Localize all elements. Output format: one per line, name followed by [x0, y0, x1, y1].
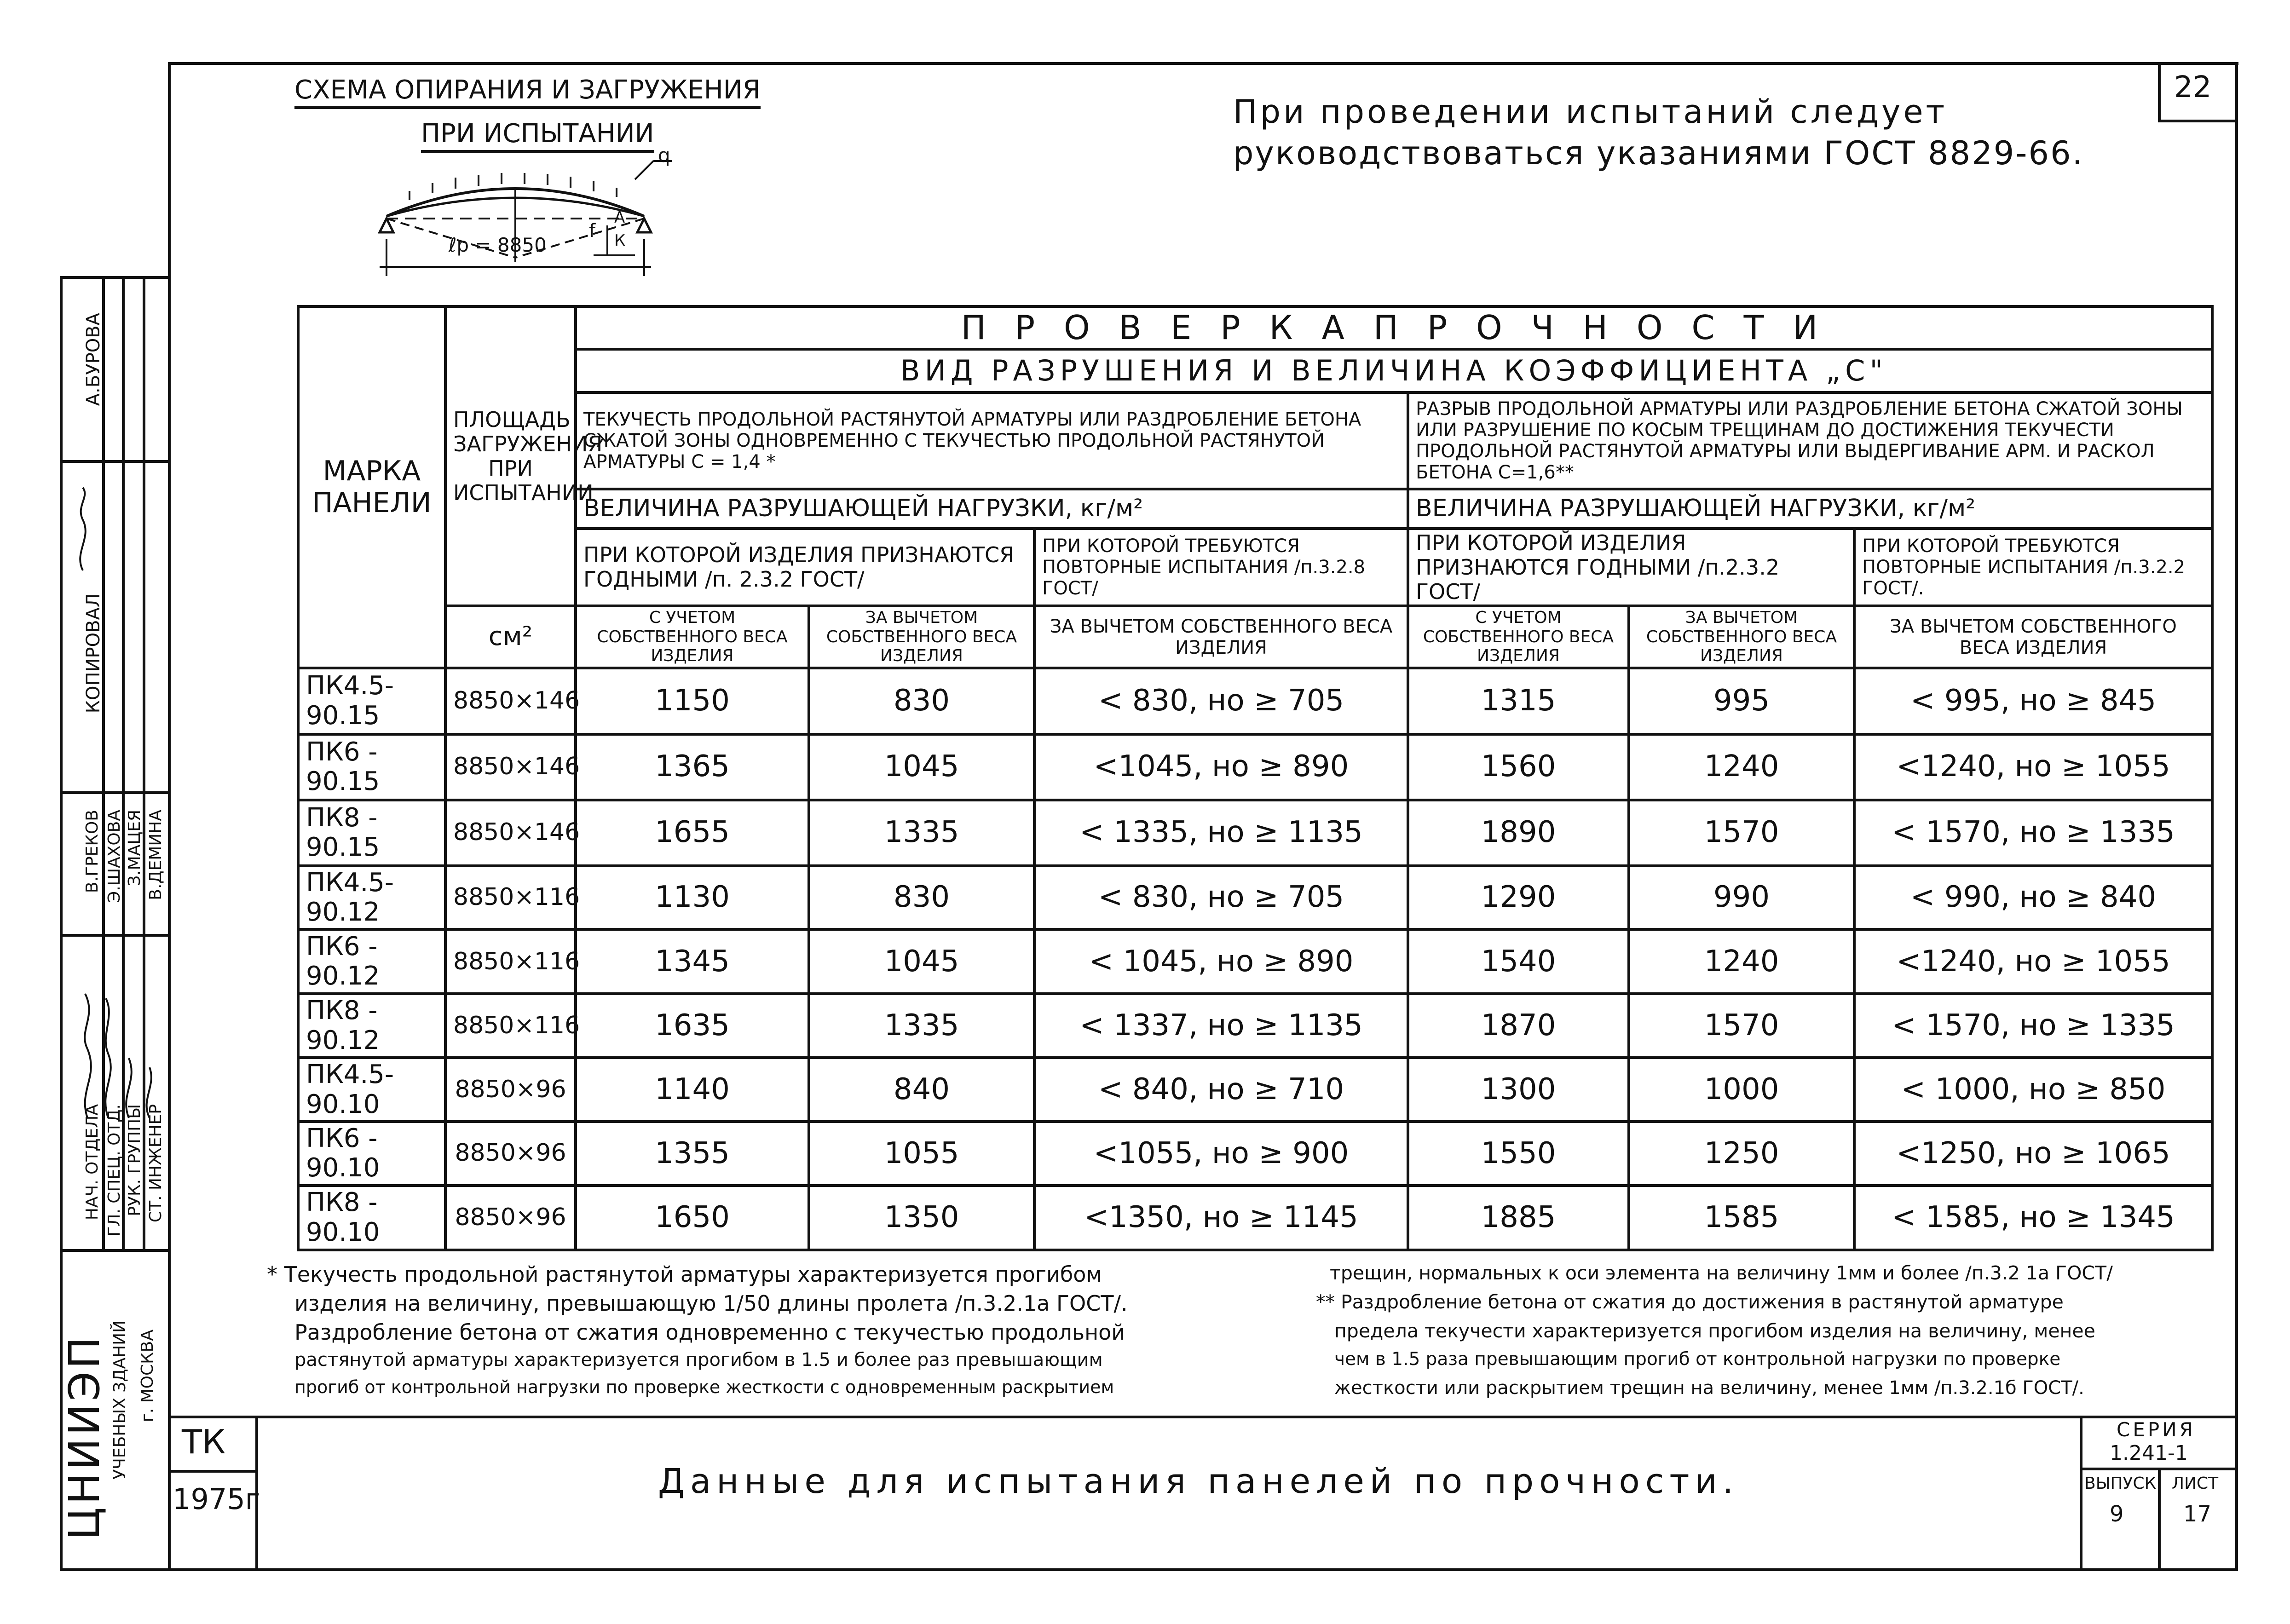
- cell-fit-without-2: 1240: [1629, 929, 1854, 994]
- stamp-name-1: В.ГРЕКОВ: [83, 810, 102, 893]
- cell-fit-without: 830: [809, 866, 1034, 930]
- cell-fit-without-2: 1585: [1629, 1186, 1854, 1250]
- span-label: ℓр = 8850: [449, 234, 547, 256]
- point-label: А: [614, 208, 625, 227]
- header-failure-mode: ВИД РАЗРУШЕНИЯ И ВЕЛИЧИНА КОЭФФИЦИЕНТА „С": [576, 349, 2212, 392]
- stamp-role-2: ГЛ. СПЕЦ. ОТД.: [105, 1104, 124, 1237]
- cell-fit-with: 1150: [576, 668, 809, 734]
- table-body: [298, 668, 2212, 1250]
- cell-fit-with-2: 1560: [1408, 734, 1629, 800]
- header-retest-right: ПРИ КОТОРОЙ ТРЕБУЮТСЯ ПОВТОРНЫЕ ИСПЫТАНИЯ /п.3.2.2 ГОСТ/.: [1854, 529, 2212, 606]
- cell-fit-with-2: 1890: [1408, 800, 1629, 866]
- stamp-name-3: З.МАЦЕЯ: [125, 810, 144, 886]
- cell-panel: ПК6 - 90.15: [298, 734, 445, 800]
- cell-retest: < 1045, но ≥ 890: [1034, 929, 1408, 994]
- table-row: [298, 1122, 2212, 1186]
- stamp-name-2: Э.ШАХОВА: [105, 810, 124, 903]
- cell-fit-without-2: 990: [1629, 866, 1854, 930]
- cell-panel: ПК6 - 90.12: [298, 929, 445, 994]
- table-row: [298, 734, 2212, 800]
- sheet-number: 22: [2174, 70, 2212, 104]
- org-sub1: УЧЕБНЫХ ЗДАНИЙ: [110, 1320, 129, 1480]
- issue-label: ВЫПУСК: [2084, 1474, 2157, 1493]
- cell-fit-without: 1335: [809, 994, 1034, 1058]
- cell-fit-without: 1045: [809, 734, 1034, 800]
- issue-value: 9: [2110, 1501, 2124, 1527]
- frame-top: [168, 62, 2238, 65]
- cell-fit-without-2: 1570: [1629, 994, 1854, 1058]
- side-stamp-row4: [60, 1249, 168, 1252]
- note2-line1: ** Раздробление бетона от сжатия до достижения в растянутой арматуре: [1316, 1291, 2064, 1313]
- header-fit-left: ПРИ КОТОРОЙ ИЗДЕЛИЯ ПРИЗНАЮТСЯ ГОДНЫМИ /п. 2.3.2 ГОСТ/: [576, 529, 1034, 606]
- header-load-right: ВЕЛИЧИНА РАЗРУШАЮЩЕЙ НАГРУЗКИ, кг/м²: [1408, 489, 2212, 529]
- cell-fit-with: 1650: [576, 1186, 809, 1250]
- table-row: [298, 800, 2212, 866]
- note2-line3: чем в 1.5 раза превышающим прогиб от контрольной нагрузки по проверке: [1334, 1349, 2061, 1370]
- frame-bottom: [168, 1568, 2238, 1571]
- side-stamp-row3: [60, 934, 168, 937]
- cell-fit-with-2: 1870: [1408, 994, 1629, 1058]
- cell-fit-without: 830: [809, 668, 1034, 734]
- header-with-weight-left: С УЧЕТОМ СОБСТВЕННОГО ВЕСА ИЗДЕЛИЯ: [576, 606, 809, 668]
- cell-retest: < 1337, но ≥ 1135: [1034, 994, 1408, 1058]
- header-load-left: ВЕЛИЧИНА РАЗРУШАЮЩЕЙ НАГРУЗКИ, кг/м²: [576, 489, 1408, 529]
- sheet-label: ЛИСТ: [2172, 1474, 2219, 1493]
- note1-line3: Раздробление бетона от сжатия одновременно с текучестью продольной: [294, 1320, 1125, 1345]
- cell-panel: ПК4.5-90.15: [298, 668, 445, 734]
- note1-line5: прогиб от контрольной нагрузки по проверке жесткости с одновременным раскрытием: [294, 1377, 1114, 1397]
- cell-fit-without-2: 1250: [1629, 1122, 1854, 1186]
- cell-area: 8850×116: [445, 994, 576, 1058]
- instruction-line1: При проведении испытаний следует: [1233, 93, 1948, 131]
- table-row: [298, 1186, 2212, 1250]
- cell-fit-without: 1335: [809, 800, 1034, 866]
- cell-fit-without-2: 1240: [1629, 734, 1854, 800]
- cell-retest-2: < 1570, но ≥ 1335: [1854, 994, 2212, 1058]
- cell-area: 8850×96: [445, 1122, 576, 1186]
- title-block-year: 1975г: [173, 1482, 260, 1516]
- cell-panel: ПК8 - 90.15: [298, 800, 445, 866]
- cell-retest-2: <1240, но ≥ 1055: [1854, 734, 2212, 800]
- cell-retest-2: < 990, но ≥ 840: [1854, 866, 2212, 930]
- k-label: К: [614, 231, 626, 250]
- note1-line4: растянутой арматуры характеризуется прогибом в 1.5 и более раз превышающим: [294, 1349, 1103, 1371]
- table-row: [298, 866, 2212, 930]
- cell-fit-with: 1140: [576, 1058, 809, 1122]
- series-label: СЕРИЯ: [2117, 1418, 2196, 1441]
- cell-fit-with: 1655: [576, 800, 809, 866]
- cell-fit-with-2: 1550: [1408, 1122, 1629, 1186]
- header-mode-rupture: РАЗРЫВ ПРОДОЛЬНОЙ АРМАТУРЫ ИЛИ РАЗДРОБЛЕНИЕ БЕТОНА СЖАТОЙ ЗОНЫ ИЛИ РАЗРУШЕНИЕ ПО КОСЫМ ТРЕЩИНАМ ДО ДОСТИЖЕНИЯ ТЕКУЧЕСТИ ПРОДОЛЬНОЙ РАСТЯНУТОЙ АРМАТУРЫ ИЛИ ВЫДЕРГИВАНИЕ АРМ. И РАСКОЛ БЕТОНА С=1,6**: [1408, 392, 2212, 489]
- header-strength-check: П Р О В Е Р К А П Р О Ч Н О С Т И: [576, 306, 2212, 349]
- cell-fit-without-2: 995: [1629, 668, 1854, 734]
- header-with-weight-right: С УЧЕТОМ СОБСТВЕННОГО ВЕСА ИЗДЕЛИЯ: [1408, 606, 1629, 668]
- cell-retest: < 1335, но ≥ 1135: [1034, 800, 1408, 866]
- cell-fit-with: 1635: [576, 994, 809, 1058]
- frame-right: [2235, 62, 2238, 1571]
- table-row: [298, 1058, 2212, 1122]
- stamp-role-4: СТ. ИНЖЕНЕР: [146, 1104, 165, 1223]
- header-without-weight-retest-left: ЗА ВЫЧЕТОМ СОБСТВЕННОГО ВЕСА ИЗДЕЛИЯ: [1034, 606, 1408, 668]
- title-block-top: [168, 1416, 2238, 1418]
- cell-fit-with: 1130: [576, 866, 809, 930]
- cell-retest: < 830, но ≥ 705: [1034, 668, 1408, 734]
- cell-fit-with-2: 1540: [1408, 929, 1629, 994]
- header-without-weight-left: ЗА ВЫЧЕТОМ СОБСТВЕННОГО ВЕСА ИЗДЕЛИЯ: [809, 606, 1034, 668]
- cell-retest: <1045, но ≥ 890: [1034, 734, 1408, 800]
- cell-area: 8850×116: [445, 866, 576, 930]
- cell-retest-2: < 995, но ≥ 845: [1854, 668, 2212, 734]
- cell-panel: ПК6 - 90.10: [298, 1122, 445, 1186]
- header-mode-yield: ТЕКУЧЕСТЬ ПРОДОЛЬНОЙ РАСТЯНУТОЙ АРМАТУРЫ ИЛИ РАЗДРОБЛЕНИЕ БЕТОНА СЖАТОЙ ЗОНЫ ОДНОВРЕМЕННО С ТЕКУЧЕСТЬЮ ПРОДОЛЬНОЙ РАСТЯНУТОЙ АРМАТУРЫ С = 1,4 *: [576, 392, 1408, 489]
- issue-divider: [2158, 1468, 2161, 1571]
- cell-area: 8850×146: [445, 668, 576, 734]
- cell-panel: ПК4.5-90.12: [298, 866, 445, 930]
- cell-fit-without: 1045: [809, 929, 1034, 994]
- cell-area: 8850×116: [445, 929, 576, 994]
- side-stamp-row2: [60, 791, 168, 794]
- cell-panel: ПК4.5-90.10: [298, 1058, 445, 1122]
- col-header-panel: МАРКА ПАНЕЛИ: [298, 306, 445, 668]
- header-fit-right: ПРИ КОТОРОЙ ИЗДЕЛИЯ ПРИЗНАЮТСЯ ГОДНЫМИ /п.2.3.2 ГОСТ/: [1408, 529, 1854, 606]
- cell-panel: ПК8 - 90.10: [298, 1186, 445, 1250]
- cell-retest-2: <1250, но ≥ 1065: [1854, 1122, 2212, 1186]
- document-title: Данные для испытания панелей по прочности.: [658, 1462, 1739, 1501]
- cell-retest: < 840, но ≥ 710: [1034, 1058, 1408, 1122]
- title-block-code: ТК: [182, 1422, 226, 1461]
- series-sep: [2080, 1416, 2082, 1571]
- org-name: ЦНИИЭП: [60, 1334, 109, 1540]
- cell-retest-2: <1240, но ≥ 1055: [1854, 929, 2212, 994]
- signatures: [60, 939, 168, 1123]
- header-retest-left: ПРИ КОТОРОЙ ТРЕБУЮТСЯ ПОВТОРНЫЕ ИСПЫТАНИЯ /п.3.2.8 ГОСТ/: [1034, 529, 1408, 606]
- cell-retest: < 830, но ≥ 705: [1034, 866, 1408, 930]
- note1-line1: * Текучесть продольной растянутой арматуры характеризуется прогибом: [267, 1262, 1102, 1287]
- cell-fit-with: 1365: [576, 734, 809, 800]
- cell-fit-with-2: 1885: [1408, 1186, 1629, 1250]
- note1-line6: трещин, нормальных к оси элемента на величину 1мм и более /п.3.2 1а ГОСТ/: [1330, 1262, 2113, 1284]
- note2-line2: предела текучести характеризуется прогибом изделия на величину, менее: [1334, 1320, 2095, 1342]
- stamp-role-1: НАЧ. ОТДЕЛА: [83, 1104, 102, 1221]
- title-block-code-divider: [168, 1470, 258, 1473]
- note1-line2: изделия на величину, превышающую 1/50 длины пролета /п.3.2.1а ГОСТ/.: [294, 1291, 1128, 1316]
- table-row: [298, 929, 2212, 994]
- cell-area: 8850×146: [445, 800, 576, 866]
- cell-fit-without: 840: [809, 1058, 1034, 1122]
- table-row: [298, 668, 2212, 734]
- cell-area: 8850×146: [445, 734, 576, 800]
- strength-test-table: [297, 305, 2214, 1251]
- cell-fit-with-2: 1300: [1408, 1058, 1629, 1122]
- copier-name: А.БУРОВА: [83, 313, 104, 406]
- stamp-role-3: РУК. ГРУППЫ: [125, 1104, 144, 1216]
- copier-label: КОПИРОВАЛ: [83, 593, 104, 714]
- scheme-title-line1: СХЕМА ОПИРАНИЯ И ЗАГРУЖЕНИЯ: [294, 76, 761, 109]
- header-without-weight-right: ЗА ВЫЧЕТОМ СОБСТВЕННОГО ВЕСА ИЗДЕЛИЯ: [1629, 606, 1854, 668]
- cell-fit-with: 1355: [576, 1122, 809, 1186]
- series-value: 1.241-1: [2110, 1441, 2188, 1465]
- stamp-name-4: В.ДЕМИНА: [146, 810, 165, 900]
- instruction-line2: руководствоваться указаниями ГОСТ 8829-66.: [1233, 134, 2084, 172]
- cell-retest-2: < 1570, но ≥ 1335: [1854, 800, 2212, 866]
- cell-retest-2: < 1000, но ≥ 850: [1854, 1058, 2212, 1122]
- table-row: [298, 994, 2212, 1058]
- cell-fit-without-2: 1000: [1629, 1058, 1854, 1122]
- cell-panel: ПК8 - 90.12: [298, 994, 445, 1058]
- scheme-title-line2: ПРИ ИСПЫТАНИИ: [421, 120, 654, 153]
- cell-area: 8850×96: [445, 1186, 576, 1250]
- cell-retest: <1055, но ≥ 900: [1034, 1122, 1408, 1186]
- cell-retest-2: < 1585, но ≥ 1345: [1854, 1186, 2212, 1250]
- col-header-area: ПЛОЩАДЬ ЗАГРУЖЕНИЯ ПРИ ИСПЫТАНИИ: [445, 306, 576, 606]
- org-sub2: г. МОСКВА: [138, 1330, 157, 1422]
- sheet-value: 17: [2183, 1501, 2212, 1527]
- copier-signature: [69, 483, 97, 575]
- cell-fit-without: 1055: [809, 1122, 1034, 1186]
- side-stamp-row1: [60, 460, 168, 463]
- cell-fit-with-2: 1315: [1408, 668, 1629, 734]
- cell-area: 8850×96: [445, 1058, 576, 1122]
- cell-fit-without: 1350: [809, 1186, 1034, 1250]
- deflection-label: f: [589, 220, 596, 242]
- header-without-weight-retest-right: ЗА ВЫЧЕТОМ СОБСТВЕННОГО ВЕСА ИЗДЕЛИЯ: [1854, 606, 2212, 668]
- col-header-area-unit: см²: [445, 606, 576, 668]
- load-label: q: [658, 144, 670, 167]
- cell-fit-without-2: 1570: [1629, 800, 1854, 866]
- frame-left: [168, 62, 171, 1571]
- cell-retest: <1350, но ≥ 1145: [1034, 1186, 1408, 1250]
- cell-fit-with: 1345: [576, 929, 809, 994]
- cell-fit-with-2: 1290: [1408, 866, 1629, 930]
- note2-line4: жесткости или раскрытием трещин на величину, менее 1мм /п.3.2.1б ГОСТ/.: [1334, 1377, 2084, 1399]
